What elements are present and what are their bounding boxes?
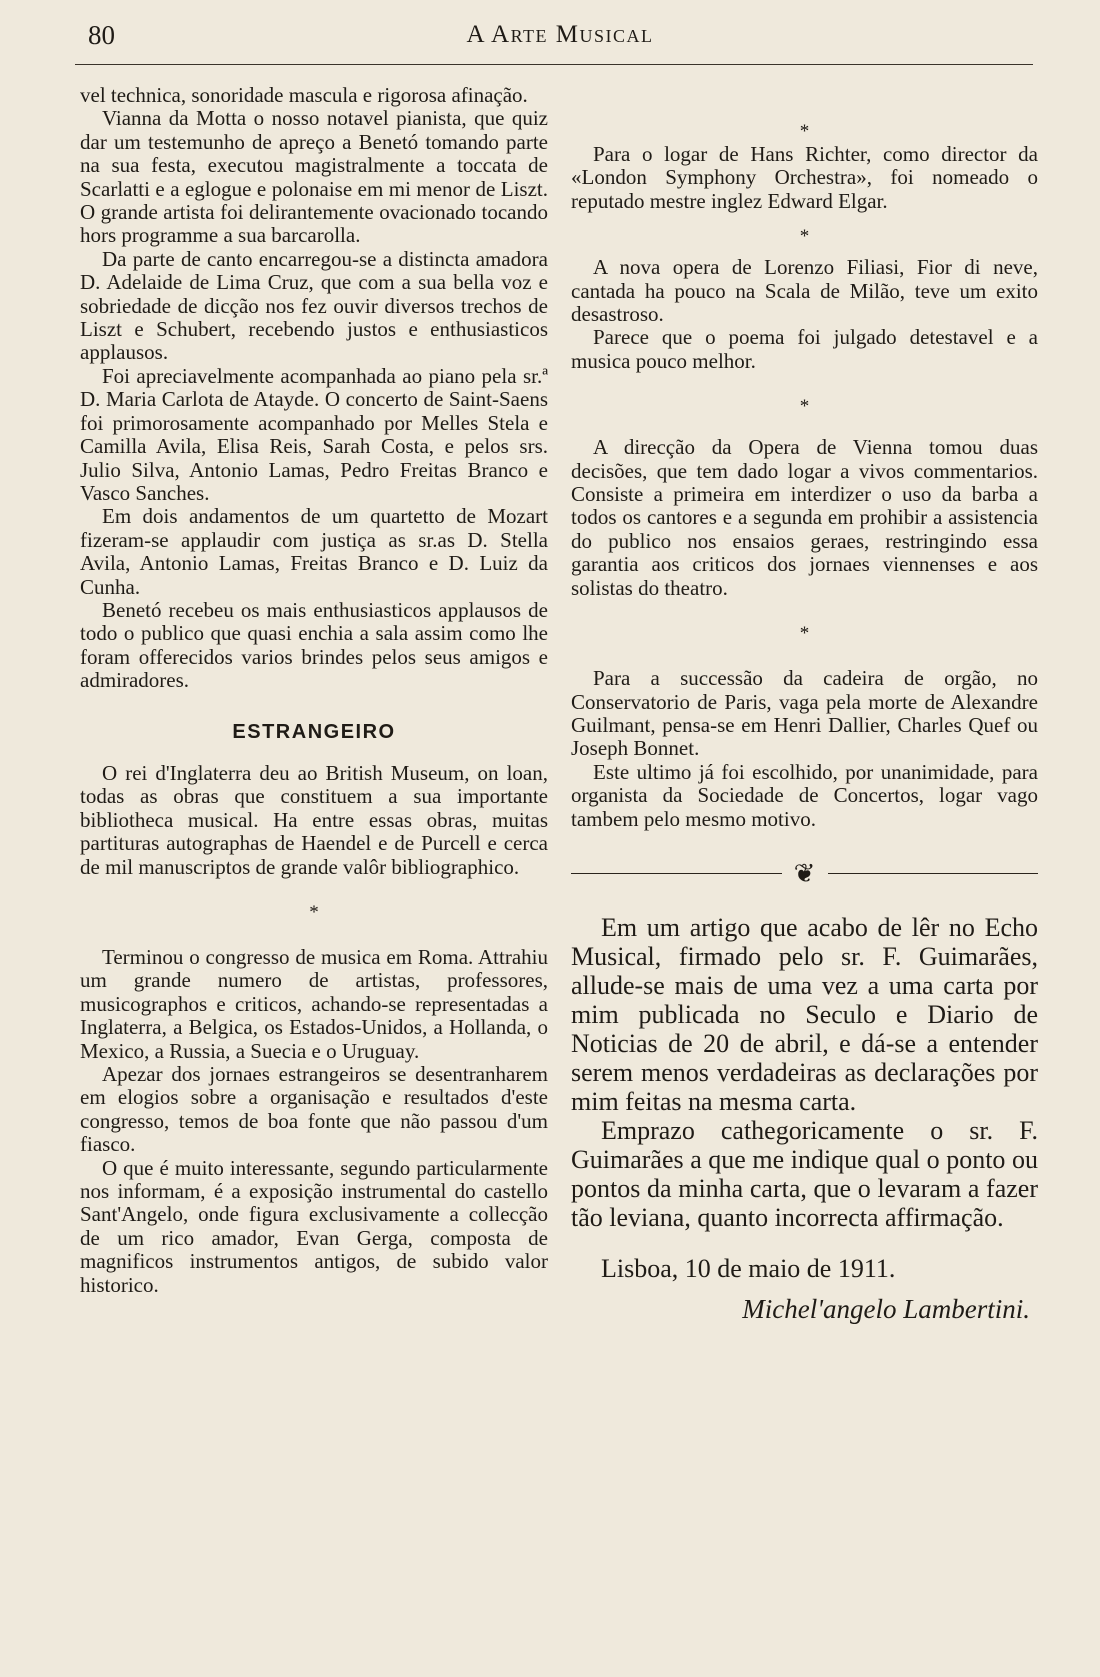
asterisk-separator: * (799, 396, 810, 418)
letter-paragraph: Em um artigo que acabo de lêr no Echo Musical, firmado pelo sr. F. Guimarães, allude-se mais de uma vez a uma carta por mim publicada no Seculo e Diario de Noticias de 20 de abril, e dá-se a entender serem menos verdadeiras as declarações por mim feitas na mesma carta. (571, 912, 1038, 1116)
page-number: 80 (88, 20, 115, 50)
asterisk-separator: * (799, 121, 810, 142)
dateline: Lisboa, 10 de maio de 1911. (601, 1253, 896, 1283)
paragraph: O rei d'Inglaterra deu ao British Museum, on loan, todas as obras que constituem a sua importante bibliotheca musical. Ha entre essas obras, muitas partituras autographas de Haendel e de Purcell e cerca de mil manuscriptos de grande valôr bibliographico. (80, 760, 548, 879)
news-item: Este ultimo já foi escolhido, por unanimidade, para organista da Sociedade de Concertos, logar vago tambem pelo mesmo motivo. (571, 759, 1038, 831)
asterisk-separator: * (309, 902, 319, 923)
page-header (88, 18, 1032, 52)
letter (571, 913, 1038, 1232)
running-title: A Arte Musical (466, 21, 654, 48)
right-column (571, 84, 1038, 1324)
signature: Michel'angelo Lambertini. (742, 1293, 1030, 1324)
ornamental-rule (571, 857, 1038, 891)
paragraph: Da parte de canto encarregou-se a distincta amadora D. Adelaide de Lima Cruz, que com a sua bella voz e sobriedade de dicção nos fez ouvir diversos trechos de Liszt e Schubert, recebendo justos e enthusiasticos applausos. (80, 246, 548, 365)
header-rule (75, 64, 1033, 65)
asterisk-separator: * (799, 226, 810, 248)
letter-paragraph: Emprazo cathegoricamente o sr. F. Guimarães a que me indique qual o ponto ou pontos da minha carta, que o levaram a fazer tão leviana, quanto incorrecta affirmação. (571, 1115, 1038, 1232)
paragraph: Em dois andamentos de um quartetto de Mozart fizeram-se applaudir com justiça as sr.as D. Stella Avila, Antonio Lamas, Freitas Branco e D. Luiz da Cunha. (80, 504, 548, 599)
paragraph: Terminou o congresso de musica em Roma. Attrahiu um grande numero de artistas, professores, musicographos e criticos, achando-se representadas a Inglaterra, a Belgica, os Estados-Unidos, a Hollanda, o Mexico, a Russia, a Suecia e o Uruguay. (80, 945, 548, 1063)
paragraph: vel technica, sonoridade mascula e rigorosa afinação. (80, 83, 528, 107)
paragraph: Vianna da Motta o nosso notavel pianista, que quiz dar um testemunho de apreço a Benetó tomando parte na sua festa, executou magistralmente a toccata de Scarlatti e a eglogue e polonaise em mi menor de Liszt. O grande artista foi delirantemente ovacionado tocando hors programme a sua barcarolla. (80, 106, 548, 248)
asterisk-separator: * (799, 623, 810, 645)
paragraph: Benetó recebeu os mais enthusiasticos applausos de todo o publico que quasi enchia a sala assim como lhe foram offerecidos varios brindes pelos seus amigos e admiradores. (80, 597, 548, 693)
section-heading: ESTRANGEIRO (232, 720, 396, 743)
news-item: Parece que o poema foi julgado detestavel e a musica pouco melhor. (571, 325, 1038, 373)
news-item: Para o logar de Hans Richter, como director da «London Symphony Orchestra», foi nomeado o reputado mestre inglez Edward Elgar. (571, 142, 1038, 213)
paragraph: Foi apreciavelmente acompanhada ao piano pela sr.ª D. Maria Carlota de Atayde. O concerto de Saint-Saens foi primorosamente acompanhado por Melles Stela e Camilla Avila, Elisa Reis, Sarah Costa, e pelos srs. Julio Silva, Antonio Lamas, Pedro Freitas Branco e Vasco Sanches. (80, 363, 548, 505)
fleuron-icon: ❦ (793, 858, 816, 888)
rule-line (828, 873, 1039, 874)
news-item: A direcção da Opera de Vienna tomou duas decisões, que tem dado logar a vivos commentarios. Consiste a primeira em interdizer o uso da barba a todos os cantores e a segunda em prohibir a assistencia do publico nos ensaios geraes, restringindo essa garantia aos criticos dos jornaes viennenses e aos solistas do theatro. (571, 435, 1038, 600)
news-item: A nova opera de Lorenzo Filiasi, Fior di neve, cantada ha pouco na Scala de Milão, teve um exito desastroso. (571, 255, 1038, 327)
left-column (80, 84, 548, 1297)
news-item: Para a successão da cadeira de orgão, no Conservatorio de Paris, vaga pela morte de Alexandre Guilmant, pensa-se em Henri Dallier, Charles Quef ou Joseph Bonnet. (571, 666, 1038, 761)
rule-line (571, 873, 782, 874)
paragraph: Apezar dos jornaes estrangeiros se desentranharem em elogios sobre a organisação e resultados d'este congresso, temos de boa fonte que não passou d'um fiasco. (80, 1062, 548, 1157)
paragraph: O que é muito interessante, segundo particularmente nos informam, é a exposição instrumental do castello Sant'Angelo, onde figura exclusivamente a collecção de um rico amador, Evan Gerga, composta de magnificos instrumentos antigos, de subido valor historico. (80, 1155, 548, 1297)
